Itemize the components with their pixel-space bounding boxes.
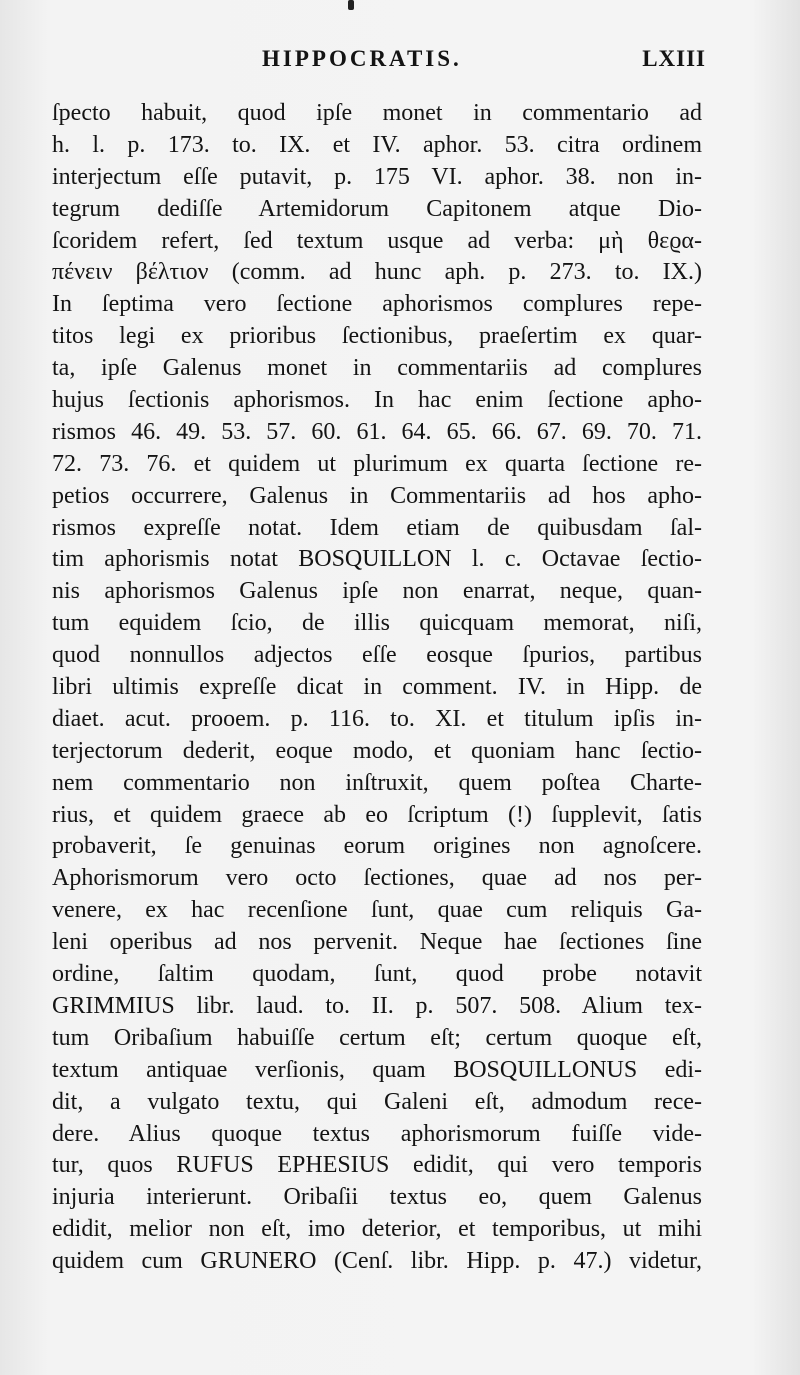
- text-line: tum Oribaſium habuiſſe certum eſt; certum quoque eſt,: [52, 1024, 702, 1051]
- text-line: interjectum eſſe putavit, p. 175 VI. aphor. 38. non in-: [52, 163, 702, 190]
- body-text: [52, 98, 702, 1278]
- text-line: petios occurrere, Galenus in Commentariis ad hos apho-: [52, 482, 702, 509]
- page-number: LXIII: [642, 46, 706, 71]
- text-line: nem commentario non inſtruxit, quem poſtea Charte-: [52, 769, 702, 796]
- text-line: dit, a vulgato textu, qui Galeni eſt, admodum rece-: [52, 1088, 702, 1115]
- text-line: tum equidem ſcio, de illis quicquam memorat, niſi,: [52, 610, 702, 637]
- text-line: probaverit, ſe genuinas eorum origines non agnoſcere.: [52, 833, 702, 860]
- text-line: tegrum dediſſe Artemidorum Capitonem atque Dio-: [52, 195, 702, 222]
- text-line: 72. 73. 76. et quidem ut plurimum ex quarta ſectione re-: [52, 450, 702, 477]
- running-title: HIPPOCRATIS.: [262, 46, 462, 71]
- text-line: venere, ex hac recenſione ſunt, quae cum reliquis Ga-: [52, 897, 702, 924]
- text-line: Aphorismorum vero octo ſectiones, quae ad nos per-: [52, 865, 702, 892]
- text-line: nis aphorismos Galenus ipſe non enarrat, neque, quan-: [52, 578, 702, 605]
- page-header: [0, 44, 800, 80]
- text-line: titos legi ex prioribus ſectionibus, praeſertim ex quar-: [52, 323, 702, 350]
- text-line: In ſeptima vero ſectione aphorismos complures repe-: [52, 291, 702, 318]
- text-line: ſpecto habuit, quod ipſe monet in commentario ad: [52, 100, 702, 126]
- text-line: rismos expreſſe notat. Idem etiam de quibusdam ſal-: [52, 514, 702, 541]
- text-line: ſcoridem refert, ſed textum usque ad verba: μὴ θεϱα-: [52, 227, 702, 254]
- text-line: tim aphorismis notat BOSQUILLON l. c. Octavae ſectio-: [52, 546, 702, 573]
- text-line: dere. Alius quoque textus aphorismorum fuiſſe vide-: [52, 1120, 702, 1147]
- scan-artifact: [348, 0, 354, 10]
- text-line: textum antiquae verſionis, quam BOSQUILLONUS edi-: [52, 1056, 702, 1083]
- text-line: libri ultimis expreſſe dicat in comment. IV. in Hipp. de: [52, 674, 702, 701]
- text-line: leni operibus ad nos pervenit. Neque hae ſectiones ſine: [52, 929, 702, 956]
- text-line: tur, quos RUFUS EPHESIUS edidit, qui vero temporis: [52, 1152, 702, 1179]
- text-line: ta, ipſe Galenus monet in commentariis ad complures: [52, 355, 702, 382]
- text-line: quod nonnullos adjectos eſſe eosque ſpurios, partibus: [52, 642, 702, 669]
- text-line: edidit, melior non eſt, imo deterior, et temporibus, ut mihi: [52, 1216, 702, 1243]
- text-line: rius, et quidem graece ab eo ſcriptum (!) ſupplevit, ſatis: [52, 801, 702, 828]
- text-line: GRIMMIUS libr. laud. to. II. p. 507. 508. Alium tex-: [52, 992, 702, 1019]
- text-line: ordine, ſaltim quodam, ſunt, quod probe notavit: [52, 961, 702, 988]
- text-line: hujus ſectionis aphorismos. In hac enim ſectione apho-: [52, 387, 702, 414]
- text-line: terjectorum dederit, eoque modo, et quoniam hanc ſectio-: [52, 737, 702, 764]
- text-line: h. l. p. 173. to. IX. et IV. aphor. 53. citra ordinem: [52, 131, 702, 158]
- text-line: diaet. acut. prooem. p. 116. to. XI. et titulum ipſis in-: [52, 705, 702, 732]
- text-line: πένειν βέλτιον (comm. ad hunc aph. p. 273. to. IX.): [52, 259, 702, 286]
- text-line: rismos 46. 49. 53. 57. 60. 61. 64. 65. 66. 67. 69. 70. 71.: [52, 418, 702, 445]
- text-line: injuria interierunt. Oribaſii textus eo, quem Galenus: [52, 1184, 702, 1211]
- text-line: quidem cum GRUNERO (Cenſ. libr. Hipp. p. 47.) videtur,: [52, 1248, 702, 1275]
